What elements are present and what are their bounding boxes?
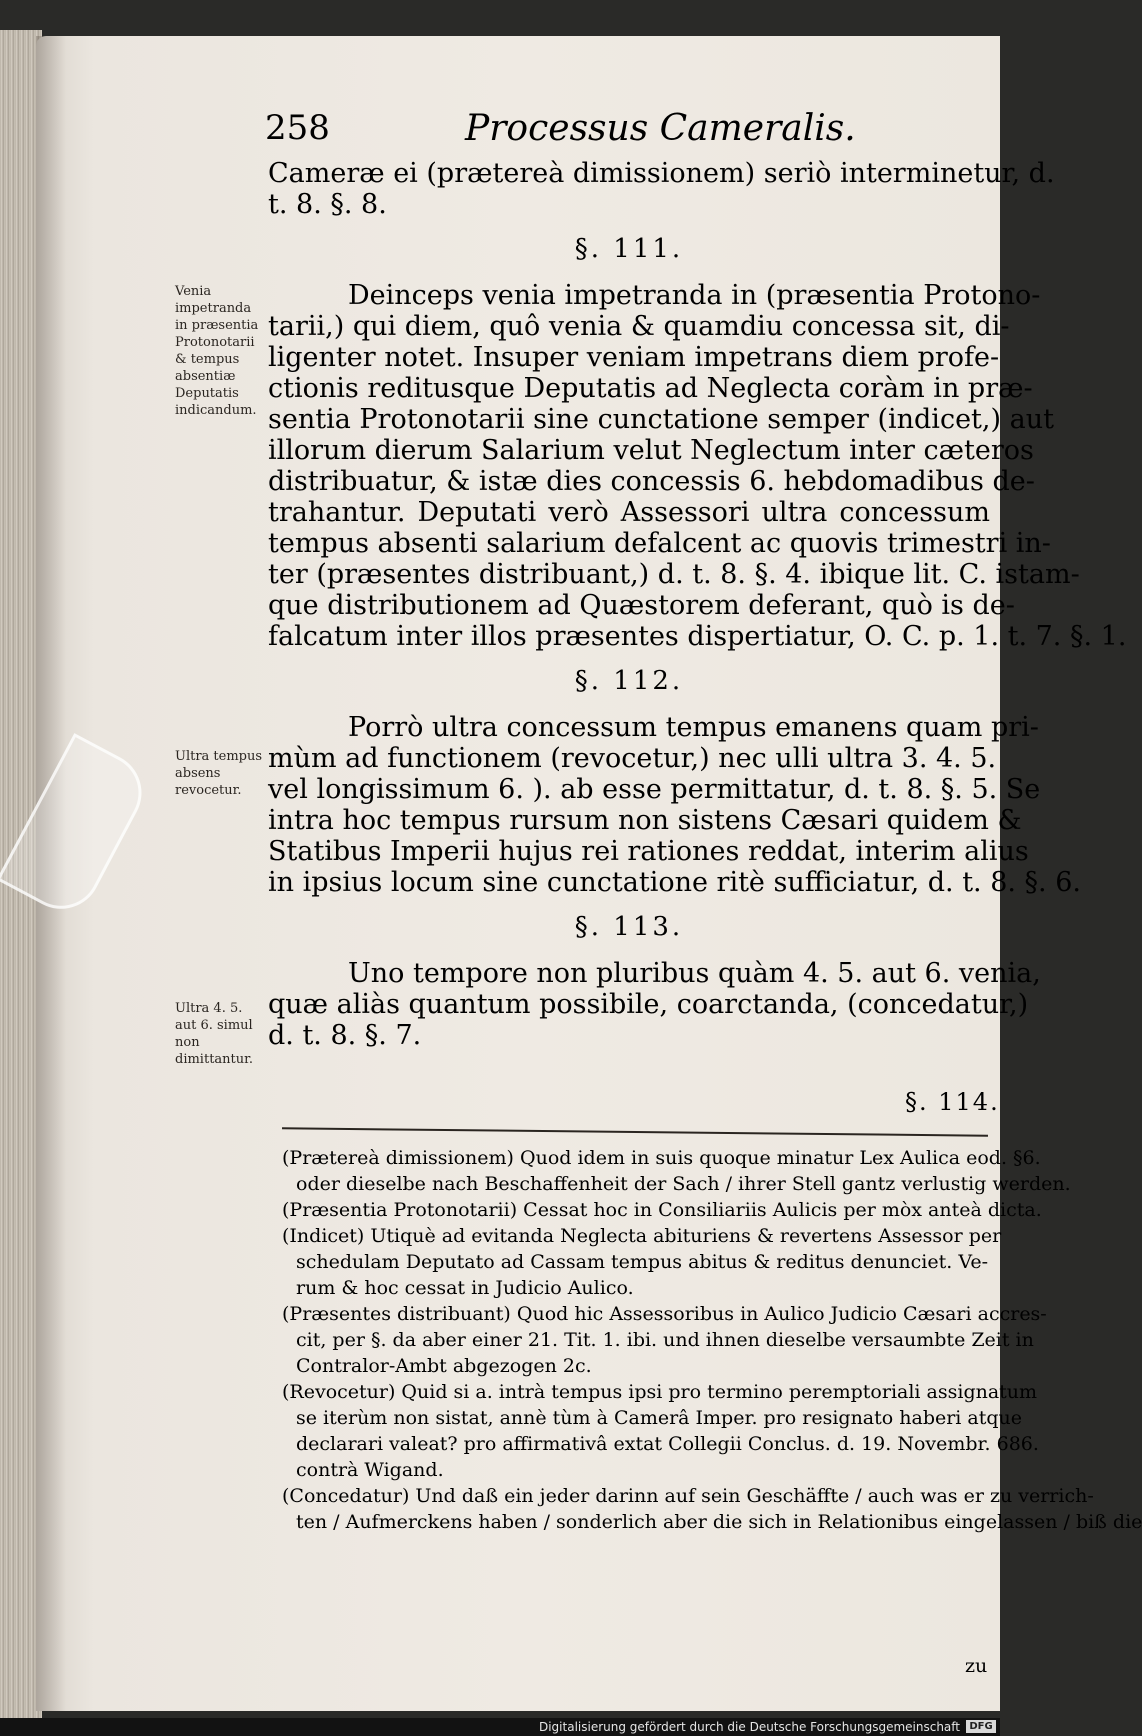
footnote-line: (Præsentes distribuant) Quod hic Assessoribus in Aulico Judicio Cæsari accres- xyxy=(282,1303,1047,1325)
footnote-line: rum & hoc cessat in Judicio Aulico. xyxy=(296,1277,634,1299)
text-line: Uno tempore non pluribus quàm 4. 5. aut 6. venia, xyxy=(348,958,1041,989)
footnote-line: oder dieselbe nach Beschaffenheit der Sach / ihrer Stell gantz verlustig werden. xyxy=(296,1173,1071,1195)
page-header xyxy=(265,108,985,156)
footnotes xyxy=(282,1145,1142,1535)
text-line: t. 8. §. 8. xyxy=(268,189,387,220)
footnote-line: (Indicet) Utiquè ad evitanda Neglecta abituriens & revertens Assessor per xyxy=(282,1225,1002,1247)
footnote-line: (Præsentia Protonotarii) Cessat hoc in Consiliariis Aulicis per mòx anteà dicta. xyxy=(282,1199,1042,1221)
footnote-line: ten / Aufmerckens haben / sonderlich aber die sich in Relationibus eingelassen / biß die xyxy=(296,1511,1142,1533)
main-text xyxy=(268,158,1127,1051)
footnote-line: contrà Wigand. xyxy=(296,1459,444,1481)
section-heading: §. 111. xyxy=(574,234,684,264)
text-line: intra hoc tempus rursum non sistens Cæsari quidem & xyxy=(268,805,1022,836)
text-line: sentia Protonotarii sine cunctatione semper (indicet,) aut xyxy=(268,404,1054,435)
footnote-line: Contralor-Ambt abgezogen 2c. xyxy=(296,1355,592,1377)
text-line: tempus absenti salarium defalcent ac quovis trimestri in- xyxy=(268,528,1051,559)
text-line: que distributionem ad Quæstorem deferant, quò is de- xyxy=(268,590,1015,621)
text-line: d. t. 8. §. 7. xyxy=(268,1020,422,1051)
footnote-line: (Revocetur) Quid si a. intrà tempus ipsi pro termino peremptoriali assignatum xyxy=(282,1381,1038,1403)
section-heading: §. 113. xyxy=(574,912,684,942)
footnote-line: (Concedatur) Und daß ein jeder darinn auf sein Geschäffte / auch was er zu verrich- xyxy=(282,1485,1094,1507)
text-line: Cameræ ei (prætereà dimissionem) seriò interminetur, d. xyxy=(268,158,1055,189)
text-line: Porrò ultra concessum tempus emanens quam pri- xyxy=(348,712,1039,743)
paragraph xyxy=(268,712,1081,898)
catchword: §. 114. xyxy=(905,1088,1000,1116)
footnote-line: cit, per §. da aber einer 21. Tit. 1. ibi. und ihnen dieselbe versaumbte Zeit in xyxy=(296,1329,1034,1351)
text-line: Statibus Imperii hujus rei rationes reddat, interim alius xyxy=(268,836,1029,867)
footnote-line: declarari valeat? pro affirmativâ extat Collegii Conclus. d. 19. Novembr. 686. xyxy=(296,1433,1039,1455)
digitization-credit: Digitalisierung gefördert durch die Deutsche Forschungsgemeinschaft xyxy=(538,1720,960,1734)
text-line: ter (præsentes distribuant,) d. t. 8. §. 4. ibique lit. C. istam- xyxy=(268,559,1080,590)
margin-note: Ultra 4. 5. aut 6. simul non dimittantur. xyxy=(175,1001,254,1067)
text-line: vel longissimum 6. ). ab esse permittatur, d. t. 8. §. 5. Se xyxy=(268,774,1041,805)
text-line: ctionis reditusque Deputatis ad Neglecta coràm in præ- xyxy=(268,373,1033,404)
paragraph xyxy=(268,280,1127,652)
section-heading: §. 112. xyxy=(574,666,684,696)
footnote-line: schedulam Deputato ad Cassam tempus abitus & reditus denunciet. Ve- xyxy=(296,1251,988,1273)
paragraph xyxy=(268,958,1041,1051)
text-line: in ipsius locum sine cunctatione ritè sufficiatur, d. t. 8. §. 6. xyxy=(268,867,1081,898)
margin-note: Venia impetranda in præsentia Protonotarii & tempus absentiæ Deputatis indicandum. xyxy=(175,284,259,418)
text-line: illorum dierum Salarium velut Neglectum inter cæteros xyxy=(268,435,1034,466)
text-line: trahantur. Deputati verò Assessori ultra concessum xyxy=(268,497,990,528)
text-line: falcatum inter illos præsentes dispertiatur, O. C. p. 1. t. 7. §. 1. xyxy=(268,621,1127,652)
text-line: ligenter notet. Insuper veniam impetrans diem profe- xyxy=(268,342,1000,373)
text-line: distribuatur, & istæ dies concessis 6. hebdomadibus de- xyxy=(268,466,1035,497)
catchword-bottom: zu xyxy=(965,1655,988,1677)
margin-note: Ultra tempus absens revocetur. xyxy=(175,749,263,798)
text-line: quæ aliàs quantum possibile, coarctanda, (concedatur,) xyxy=(268,989,1029,1020)
footnote-line: se iterùm non sistat, annè tùm à Camerâ Imper. pro resignato haberi atque xyxy=(296,1407,1023,1429)
page-number: 258 xyxy=(265,108,330,148)
text-line: mùm ad functionem (revocetur,) nec ulli ultra 3. 4. 5. xyxy=(268,743,997,774)
dfg-logo-icon: DFG xyxy=(966,1720,996,1733)
running-title: Processus Cameralis. xyxy=(465,108,856,149)
text-line: tarii,) qui diem, quô venia & quamdiu concessa sit, di- xyxy=(268,311,1010,342)
footnote-line: (Prætereà dimissionem) Quod idem in suis quoque minatur Lex Aulica eod. §6. xyxy=(282,1147,1041,1169)
text-line: Deinceps venia impetranda in (præsentia Protono- xyxy=(348,280,1041,311)
